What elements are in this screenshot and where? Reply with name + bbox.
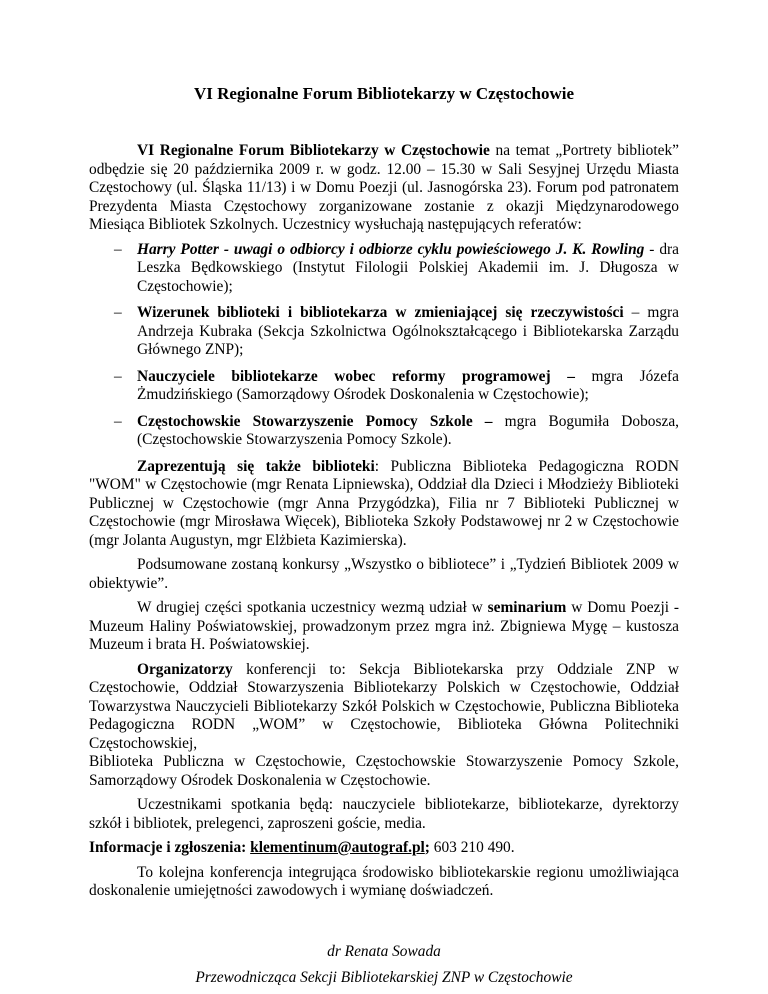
kontakt-semicolon: ; [424, 839, 430, 856]
organizatorzy-text: konferencji to: Sekcja Bibliotekarska przy Oddziale ZNP w Częstochowie, Oddział Stowarzyszenia Bibliotekarzy Polskich w Częstochowie, Oddział Towarzystwa Nauczycieli Bibliotekarzy Szkół Polskich w Częstochowie, Publiczna Biblioteka Pedagogiczna RODN „WOM” w Częstochowie, Biblioteka Główna Politechniki Częstochowskiej, [89, 660, 679, 752]
prezentacja-paragraph [89, 458, 679, 551]
document-page [89, 84, 679, 988]
prezentacja-bold: Zaprezentują się także biblioteki [137, 457, 375, 475]
intro-bold: VI Regionalne Forum Bibliotekarzy w Częstochowie [137, 142, 490, 159]
seminarium-paragraph [89, 599, 679, 655]
dash-bullet: – [114, 304, 122, 321]
referat-author: – mgra Andrzeja Kubraka (Sekcja Szkolnictwa Ogólnokształcącego i Bibliotekarska Zarządu Głównego ZNP); [137, 304, 679, 358]
konkursy-paragraph: Podsumowane zostaną konkursy „Wszystko o bibliotece” i „Tydzień Bibliotek 2009 w obiektywie”. [89, 556, 679, 592]
intro-paragraph [89, 142, 679, 235]
prezentacja-text: : Publiczna Biblioteka Pedagogiczna RODN "WOM" w Częstochowie (mgr Renata Lipniewska), Oddział dla Dzieci i Młodzieży Biblioteki Publicznej w Częstochowie (mgr Anna Przygódzka), Filia nr 7 Biblioteki Publicznej w Częstochowie (mgr Mirosława Więcek), Biblioteka Szkoły Podstawowej nr 2 w Częstochowie (mgr Jolanta Augustyn, mgr Elżbieta Kazimierska). [89, 457, 679, 549]
referat-author: mgra Józefa Żmudzińskiego (Samorządowy Ośrodek Doskonalenia w Częstochowie); [137, 367, 679, 403]
referat-title: Nauczyciele bibliotekarze wobec reformy programowej – [137, 367, 575, 385]
seminarium-before: W drugiej części spotkania uczestnicy wezmą udział w [137, 599, 488, 616]
signature-role: Przewodnicząca Sekcji Bibliotekarskiej ZNP w Częstochowie [195, 969, 573, 986]
referat-title: Częstochowskie Stowarzyszenie Pomocy Szkole – [137, 412, 493, 430]
dash-bullet: – [114, 412, 122, 430]
referat-author: mgra Bogumiła Dobosza, (Częstochowskie Stowarzyszenia Pomocy Szkole). [137, 412, 679, 448]
referat-item [89, 241, 679, 297]
referat-item [89, 304, 679, 360]
organizatorzy-paragraph [89, 661, 679, 791]
seminarium-after: w Domu Poezji - Muzeum Haliny Poświatowskiej, prowadzonym przez mgra inż. Zbigniewa Mygę – kustosza Muzeum i brata H. Poświatowskiej. [89, 599, 680, 653]
signature-name: dr Renata Sowada [327, 942, 441, 960]
uczestnicy-paragraph: Uczestnikami spotkania będą: nauczyciele bibliotekarze, bibliotekarze, dyrektorzy szkół i bibliotek, prelegenci, zaproszeni goście, media. [89, 796, 679, 832]
email-link[interactable]: klementinum@autograf.pl [250, 839, 425, 856]
seminarium-bold: seminarium [487, 599, 567, 616]
organizatorzy-line2: Biblioteka Publiczna w Częstochowie, Częstochowskie Stowarzyszenie Pomocy Szkole, Samorządowy Ośrodek Doskonalenia w Częstochowie. [89, 753, 679, 789]
organizatorzy-bold: Organizatorzy [137, 660, 233, 678]
document-title: VI Regionalne Forum Bibliotekarzy w Częstochowie [193, 84, 575, 103]
referat-item [89, 368, 679, 405]
referat-item [89, 413, 679, 450]
zakonczenie-paragraph: To kolejna konferencja integrująca środowisko bibliotekarskie regionu umożliwiająca doskonalenie umiejętności zawodowych i wymianę doświadczeń. [89, 863, 679, 899]
dash-bullet: – [114, 240, 122, 258]
referaty-list [89, 241, 679, 450]
kontakt-phone: 603 210 490. [429, 839, 515, 856]
kontakt-label: Informacje i zgłoszenia: [89, 839, 251, 856]
intro-text: na temat „Portrety bibliotek” odbędzie się 20 października 2009 r. w godz. 12.00 – 15.30 w Sali Sesyjnej Urzędu Miasta Częstochowy (ul. Śląska 11/13) i w Domu Poezji (ul. Jasnogórska 23). Forum pod patronatem Prezydenta Miasta Częstochowy zorganizowane zostanie z okazji Międzynarodowego Miesiąca Bibliotek Szkolnych. Uczestnicy wysłuchają następujących referatów: [89, 142, 679, 233]
referat-title: Wizerunek biblioteki i bibliotekarza w zmieniającej się rzeczywistości [137, 304, 624, 321]
referat-title: Harry Potter - uwagi o odbiorcy i odbiorze cyklu powieściowego J. K. Rowling [137, 240, 645, 258]
dash-bullet: – [114, 367, 122, 385]
referat-author: - dra Leszka Będkowskiego (Instytut Filologii Polskiej Akademii im. J. Długosza w Częstochowie); [137, 240, 679, 295]
kontakt-line [89, 839, 679, 858]
